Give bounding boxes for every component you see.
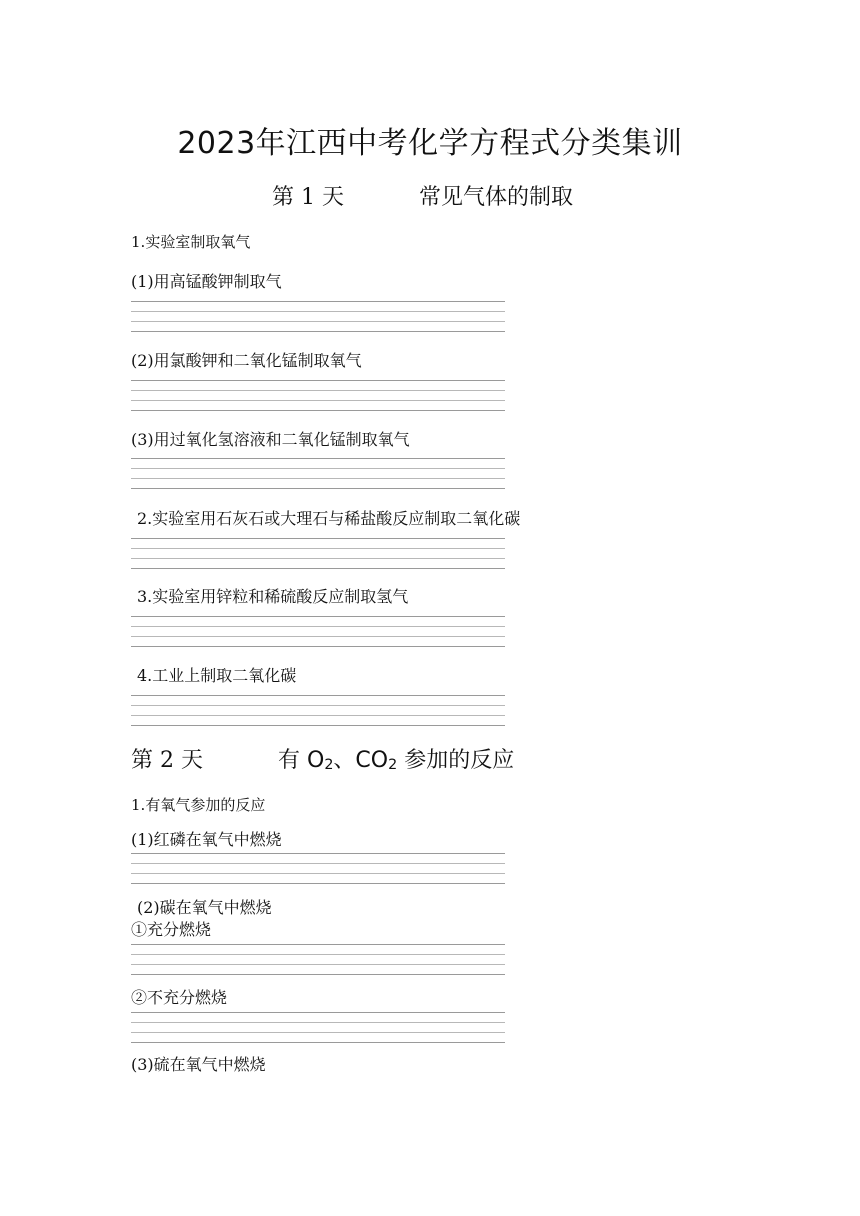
day1-topic: 常见气体的制取 [419,185,574,210]
answer-lines-1-3 [131,458,505,498]
question-1-3: (3)用过氧化氢溶液和二氧化锰制取氧气 [131,430,410,449]
question-2-2a: ①充分燃烧 [131,920,212,939]
question-2: 2.实验室用石灰石或大理石与稀盐酸反应制取二氧化碳 [137,509,521,528]
day2-topic: 有 $O_2$、$CO_2$ 参加的反应 [278,748,515,774]
question-2-1: (1)红磷在氧气中燃烧 [131,830,282,849]
section-1-heading: 1.实验室制取氧气 [131,233,251,251]
question-2-3: (3)硫在氧气中燃烧 [131,1055,266,1074]
document-title: 2023年江西中考化学方程式分类集训 [177,126,683,161]
answer-lines-2-2b [131,1012,505,1052]
day1-label: 第 1 天 [272,185,344,210]
answer-lines-4 [131,695,505,735]
day1-topic-wrap [419,180,573,211]
question-2-2: (2)碳在氧气中燃烧 [137,898,272,917]
day2-heading [131,743,203,774]
section-2-1-heading: 1.有氧气参加的反应 [131,796,266,814]
day2-label: 第 2 天 [131,748,203,773]
answer-lines-1-1 [131,301,505,341]
answer-lines-1-2 [131,380,505,420]
day1-heading [272,180,344,211]
question-4: 4.工业上制取二氧化碳 [137,666,297,685]
answer-lines-2 [131,538,505,578]
answer-lines-2-2a [131,944,505,984]
question-1-1: (1)用高锰酸钾制取气 [131,272,282,291]
answer-lines-2-1 [131,853,505,893]
question-3: 3.实验室用锌粒和稀硫酸反应制取氢气 [137,587,409,606]
answer-lines-3 [131,616,505,656]
question-2-2b: ②不充分燃烧 [131,988,228,1007]
question-1-2: (2)用氯酸钾和二氧化锰制取氧气 [131,351,362,370]
